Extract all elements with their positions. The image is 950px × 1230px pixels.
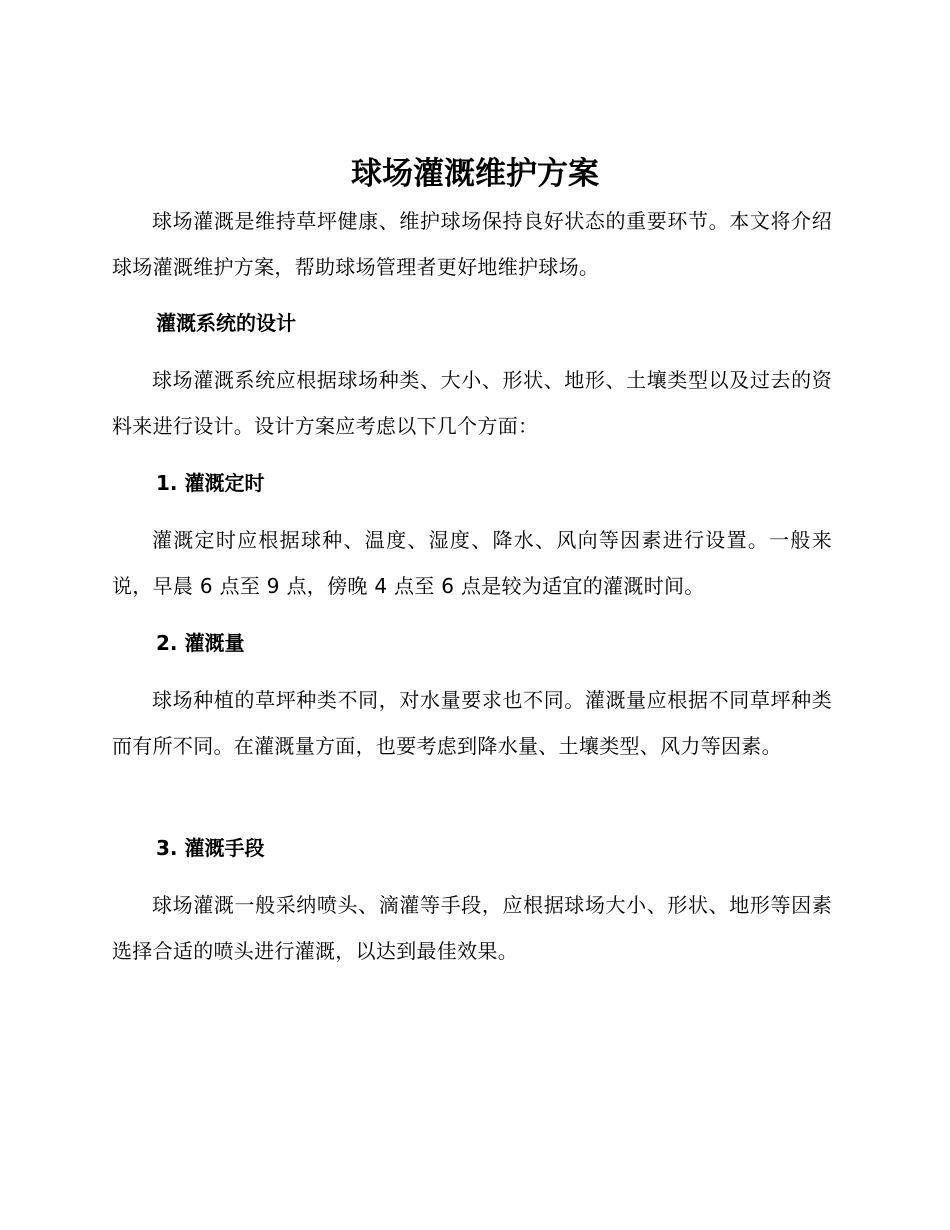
section-body-design: 球场灌溉系统应根据球场种类、大小、形状、地形、土壤类型以及过去的资料来进行设计。设计方案应考虑以下几个方面： xyxy=(112,368,832,438)
section-body-methods: 球场灌溉一般采纳喷头、滴灌等手段，应根据球场大小、形状、地形等因素选择合适的喷头进行灌溉，以达到最佳效果。 xyxy=(112,893,832,963)
intro-paragraph: 球场灌溉是维持草坪健康、维护球场保持良好状态的重要环节。本文将介绍球场灌溉维护方案，帮助球场管理者更好地维护球场。 xyxy=(112,209,832,279)
section-heading-methods: 3. 灌溉手段 xyxy=(156,836,265,860)
section-heading-timing: 1. 灌溉定时 xyxy=(156,471,265,495)
section-body-amount: 球场种植的草坪种类不同，对水量要求也不同。灌溉量应根据不同草坪种类而有所不同。在灌溉量方面，也要考虑到降水量、土壤类型、风力等因素。 xyxy=(112,688,832,758)
document-title: 球场灌溉维护方案 xyxy=(351,156,599,192)
section-body-timing: 灌溉定时应根据球种、温度、湿度、降水、风向等因素进行设置。一般来说，早晨 6 点至 9 点，傍晚 4 点至 6 点是较为适宜的灌溉时间。 xyxy=(112,528,832,598)
section-heading-amount: 2. 灌溉量 xyxy=(156,631,245,655)
section-heading-design: 灌溉系统的设计 xyxy=(156,311,296,335)
